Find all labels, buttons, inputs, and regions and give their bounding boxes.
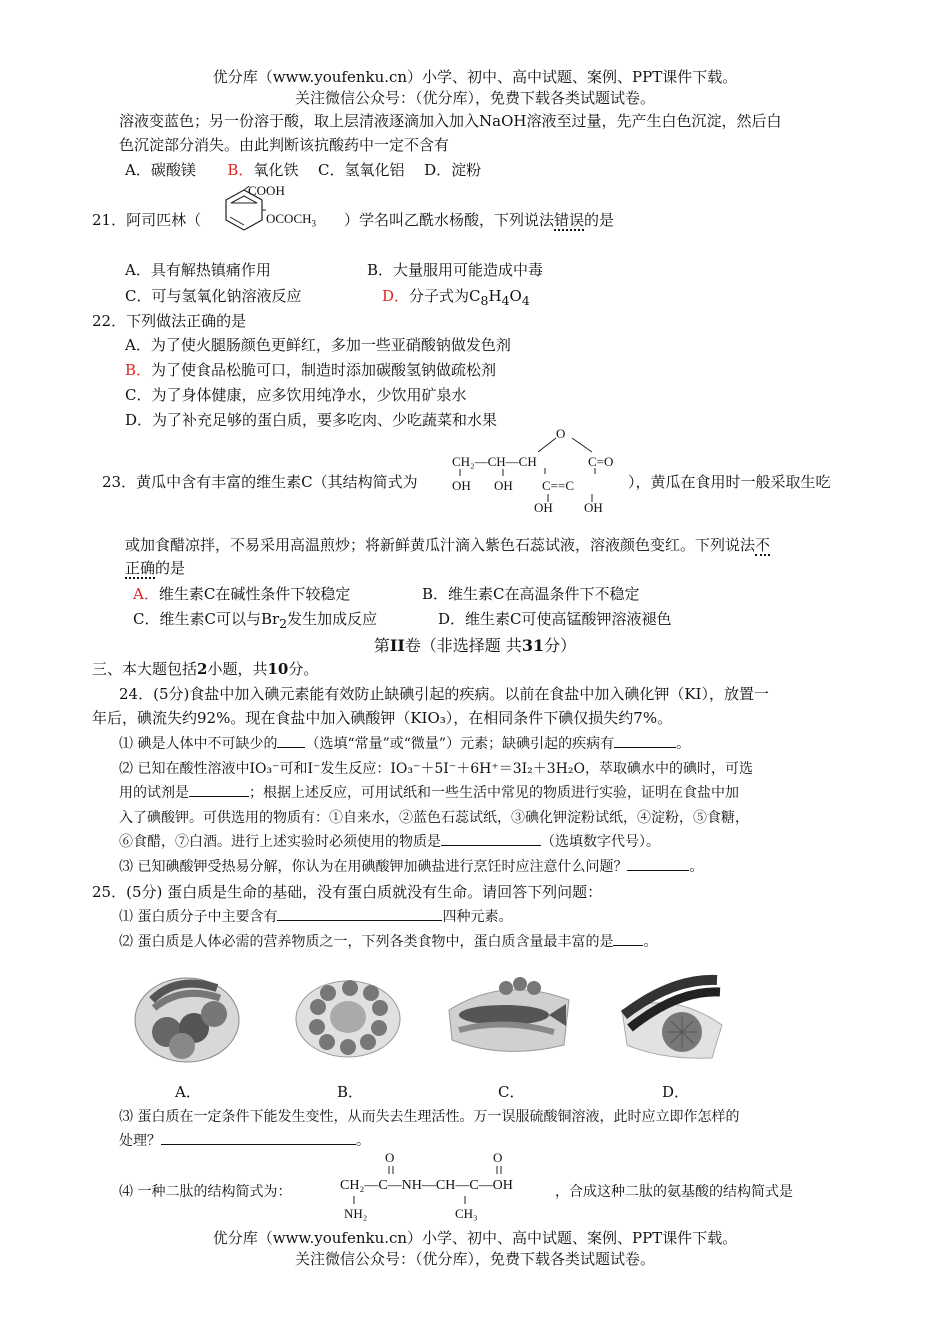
q24-line-1: 24．(5分)食盐中加入碘元素能有效防止缺碘引起的疾病。以前在食盐中加入碘化钾（KI），放置一 — [119, 685, 769, 703]
q25-sub-1: ⑴ 蛋白质分子中主要含有 四种元素。 — [119, 909, 513, 925]
q21-stem: ）学名叫乙酰水杨酸，下列说法错误的是 — [344, 211, 615, 229]
q24-line-2: 年后，碘流失约92%。现在食盐中加入碘酸钾（KIO₃），在相同条件下碘仅损失约7%。 — [92, 709, 673, 727]
q25-sub-4-b: ，合成这种二肽的氨基酸的结构简式是 — [555, 1184, 793, 1200]
q21-option-b: B．大量服用可能造成中毒 — [367, 261, 544, 279]
q21-prefix: 21．阿司匹林（ — [92, 211, 202, 229]
q20-option-b-label: B． — [227, 161, 254, 179]
q20-option-d: D．淀粉 — [424, 161, 482, 179]
food-label-c: C． — [498, 1083, 525, 1101]
q23-line-3: 正确的是 — [125, 559, 186, 577]
footer-line-2: 关注微信公众号：（优分库），免费下载各类试题试卷。 — [294, 1250, 655, 1268]
q20-text-1: 溶液变蓝色；另一份溶于酸，取上层清液逐滴加入加入NaOH溶液至过量，先产生白色沉淀，然后白 — [119, 112, 782, 130]
q22-option-a: A．为了使火腿肠颜色更鲜红，多加一些亚硝酸钠做发色剂 — [125, 336, 511, 354]
q23-option-a: A．维生素C在碱性条件下较稳定 — [133, 585, 351, 603]
q21-option-d: D．分子式为$C_8H_4O_4$ — [382, 287, 530, 308]
vitamin-c-structure: O CH₂—CH—CH C=O OH OH C==C OH OH — [452, 426, 614, 515]
q25-stem: 25．(5分) 蛋白质是生命的基础，没有蛋白质就没有生命。请回答下列问题： — [92, 883, 603, 901]
q25-sub-3-b: 处理？ 。 — [119, 1133, 370, 1149]
q20-option-b-text: 氧化铁 — [253, 161, 299, 179]
header-line-1: 优分库（www.youfenku.cn）小学、初中、高中试题、案例、PPT课件下载。 — [212, 68, 738, 86]
q25-sub-2: ⑵ 蛋白质是人体必需的营养物质之一，下列各类食物中，蛋白质含量最丰富的是 。 — [119, 934, 658, 950]
q20-option-a: A．碳酸镁 — [125, 161, 196, 179]
q23-option-b: B．维生素C在高温条件下不稳定 — [422, 585, 640, 603]
rice-plate-image — [293, 975, 403, 1060]
q22-stem: 22．下列做法正确的是 — [92, 312, 247, 330]
aspirin-ococh3-label: $OCOCH_3$ — [266, 211, 317, 229]
food-label-b: B． — [337, 1083, 364, 1101]
part-3-heading: 三、本大题包括2小题，共10分。 — [92, 660, 319, 678]
q21-emphasis: 错误 — [554, 211, 585, 229]
q25-sub-4-a: ⑷ 一种二肽的结构简式为： — [119, 1184, 292, 1200]
food-label-d: D． — [662, 1083, 690, 1101]
header-line-2: 关注微信公众号：（优分库），免费下载各类试题试卷。 — [294, 89, 655, 107]
q23-suffix: ），黄瓜在食用时一般采取生吃 — [628, 473, 831, 491]
fish-plate-image — [444, 970, 574, 1060]
q23-option-d: D．维生素C可使高锰酸钾溶液褪色 — [438, 610, 672, 628]
q21-option-c: C．可与氢氧化钠溶液反应 — [125, 287, 302, 305]
q24-sub-2-b: 用的试剂是 ；根据上述反应，可用试纸和一些生活中常见的物质进行实验，证明在食盐中加 — [119, 785, 739, 801]
q23-line-2: 或加食醋凉拌，不易采用高温煎炒；将新鲜黄瓜汁滴入紫色石蕊试液，溶液颜色变红。下列说法不 — [125, 536, 771, 554]
q22-option-d: D．为了补充足够的蛋白质，要多吃肉、少吃蔬菜和水果 — [125, 411, 498, 429]
food-label-a: A． — [175, 1083, 201, 1101]
q20-option-c: C．氢氧化铝 — [318, 161, 405, 179]
q24-sub-3: ⑶ 已知碘酸钾受热易分解，你认为在用碘酸钾加碘盐进行烹饪时应注意什么问题？ 。 — [119, 859, 704, 875]
dipeptide-structure: O O CH₂—C—NH—CH—C—OH NH₂ CH₃ — [340, 1150, 513, 1221]
q20-text-2: 色沉淀部分消失。由此判断该抗酸药中一定不含有 — [119, 136, 450, 154]
q24-sub-2-e: ⑥食醋，⑦白酒。进行上述实验时必须使用的物质是 （选填数字代号）。 — [119, 834, 660, 850]
q22-option-b: B．为了使食品松脆可口，制造时添加碳酸氢钠做疏松剂 — [125, 361, 497, 379]
vegetable-plate-image — [612, 970, 727, 1060]
section-2-title: 第II卷（非选择题 共31分） — [373, 636, 577, 655]
q25-sub-3-a: ⑶ 蛋白质在一定条件下能发生变性，从而失去生理活性。万一误服硫酸铜溶液，此时应立即作怎样的 — [119, 1109, 740, 1125]
q23-prefix: 23．黄瓜中含有丰富的维生素C（其结构简式为 — [102, 473, 418, 491]
q23-option-c: C．维生素C可以与$Br_2$发生加成反应 — [133, 610, 378, 631]
footer-line-1: 优分库（www.youfenku.cn）小学、初中、高中试题、案例、PPT课件下载。 — [212, 1229, 738, 1247]
q20-options — [125, 159, 481, 180]
fruit-plate-image — [132, 970, 242, 1065]
q24-sub-2-d: 入了碘酸钾。可供选用的物质有：①自来水，②蓝色石蕊试纸，③碘化钾淀粉试纸，④淀粉，⑤食糖， — [119, 810, 749, 826]
q24-sub-1: ⑴ 碘是人体中不可缺少的 （选填“常量”或“微量”）元素；缺碘引起的疾病有 。 — [119, 736, 691, 752]
q24-sub-2-a: ⑵ 已知在酸性溶液中IO₃⁻可和I⁻发生反应：IO₃⁻＋5I⁻＋6H⁺＝3I₂＋3H₂O，萃取碘水中的碘时，可选 — [119, 761, 753, 777]
aspirin-cooh-label: COOH — [248, 183, 285, 198]
q22-option-c: C．为了身体健康，应多饮用纯净水，少饮用矿泉水 — [125, 386, 467, 404]
q21-option-a: A．具有解热镇痛作用 — [125, 261, 271, 279]
